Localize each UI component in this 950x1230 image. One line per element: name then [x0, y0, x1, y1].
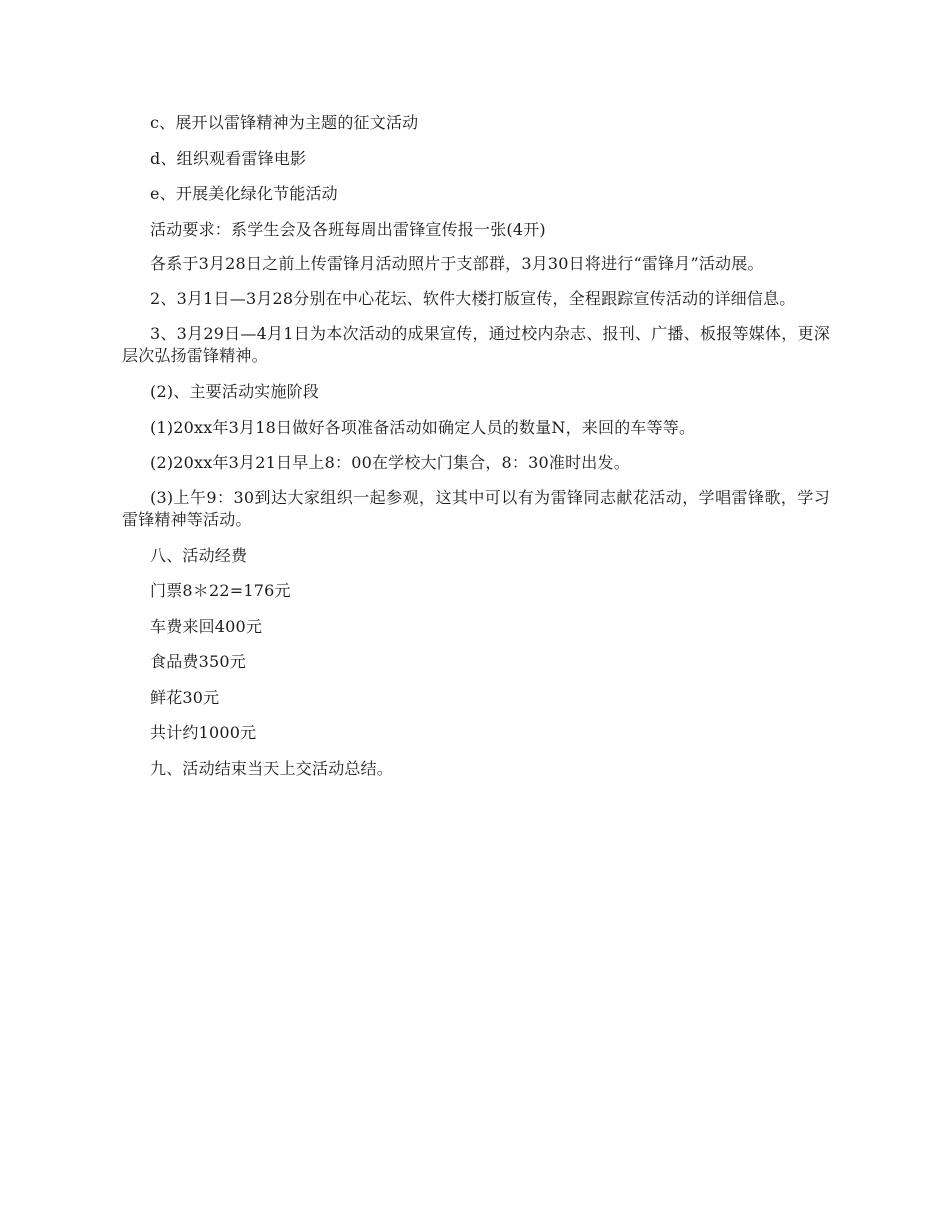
budget-total: 共计约1000元	[150, 723, 257, 742]
paragraph-activity-requirements: 活动要求：系学生会及各班每周出雷锋宣传报一张(4开)	[150, 219, 546, 239]
budget-item-flowers: 鲜花30元	[150, 687, 220, 707]
paragraph-greening-activity: e、开展美化绿化节能活动	[150, 184, 338, 203]
paragraph-results-publicity: 3、3月29日—4月1日为本次活动的成果宣传，通过校内杂志、报刊、广播、板报等媒体，更深层次弘扬雷锋精神。	[122, 324, 830, 365]
budget-item-tickets: 门票8＊22=176元	[150, 581, 291, 600]
paragraph-preparation: (1)20xx年3月18日做好各项准备活动如确定人员的数量N，来回的车等等。	[150, 417, 696, 437]
paragraph-publicity-stage: 2、3月1日—3月28分别在中心花坛、软件大楼打版宣传，全程跟踪宣传活动的详细信息。	[150, 289, 796, 308]
paragraph-photo-upload: 各系于3月28日之前上传雷锋月活动照片于支部群，3月30日将进行“雷锋月”活动展。	[150, 254, 764, 273]
paragraph-visit: (3)上午9：30到达大家组织一起参观，这其中可以有为雷锋同志献花活动，学唱雷锋歌，学习雷锋精神等活动。	[122, 487, 830, 529]
paragraph-implementation-heading: (2)、主要活动实施阶段	[150, 382, 320, 401]
document-body	[122, 111, 830, 792]
budget-item-transport: 车费来回400元	[150, 616, 263, 636]
paragraph-assembly: (2)20xx年3月21日早上8：00在学校大门集合，8：30准时出发。	[150, 453, 630, 472]
budget-item-food: 食品费350元	[150, 652, 246, 671]
paragraph-movie-activity: d、组织观看雷锋电影	[150, 148, 307, 168]
section-heading-budget: 八、活动经费	[150, 545, 248, 565]
paragraph-essay-activity: c、展开以雷锋精神为主题的征文活动	[150, 113, 419, 132]
section-heading-summary: 九、活动结束当天上交活动总结。	[150, 758, 394, 778]
